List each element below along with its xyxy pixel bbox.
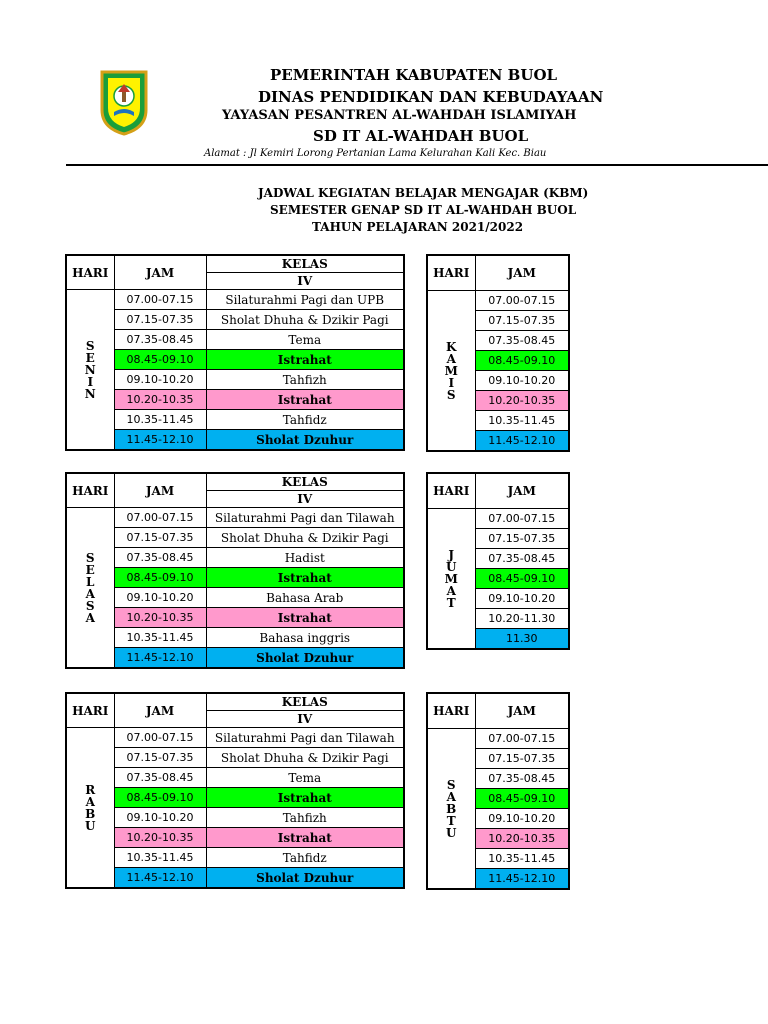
- hari-header: HARI: [66, 473, 114, 508]
- table-row: [66, 350, 404, 370]
- kegiatan-cell: Sholat Dzuhur: [206, 430, 404, 451]
- schedule-table-selasa: [65, 472, 405, 669]
- table-row: [66, 808, 404, 828]
- kelas-header: KELAS: [206, 693, 404, 711]
- jam-cell: 10.20-10.35: [114, 608, 206, 628]
- kelas-value: IV: [206, 491, 404, 508]
- jam-cell: 07.15-07.35: [114, 528, 206, 548]
- header-school-name: SD IT AL-WAHDAH BUOL: [313, 127, 529, 145]
- jam-cell: 08.45-09.10: [475, 569, 569, 589]
- jam-cell: 07.00-07.15: [475, 291, 569, 311]
- jam-cell: 07.00-07.15: [114, 508, 206, 528]
- table-row: [66, 528, 404, 548]
- kegiatan-cell: Tahfizh: [206, 370, 404, 390]
- kegiatan-cell: Silaturahmi Pagi dan Tilawah: [206, 728, 404, 748]
- jam-cell: 07.15-07.35: [114, 748, 206, 768]
- kelas-header: KELAS: [206, 473, 404, 491]
- jam-cell: 09.10-10.20: [475, 589, 569, 609]
- title-line-1: JADWAL KEGIATAN BELAJAR MENGAJAR (KBM): [258, 186, 589, 200]
- kegiatan-cell: Istrahat: [206, 568, 404, 588]
- jam-cell: 10.35-11.45: [475, 849, 569, 869]
- jam-cell: 08.45-09.10: [475, 351, 569, 371]
- kegiatan-cell: Sholat Dhuha & Dzikir Pagi: [206, 748, 404, 768]
- kegiatan-cell: Sholat Dhuha & Dzikir Pagi: [206, 528, 404, 548]
- table-row: [427, 291, 569, 311]
- schedule-table-senin: [65, 254, 405, 451]
- table-row: [66, 330, 404, 350]
- table-row: [66, 728, 404, 748]
- kegiatan-cell: Istrahat: [206, 828, 404, 848]
- jam-header: JAM: [475, 693, 569, 729]
- jam-cell: 07.35-08.45: [475, 549, 569, 569]
- table-row: [66, 508, 404, 528]
- jam-cell: 07.00-07.15: [114, 290, 206, 310]
- jam-cell: 09.10-10.20: [475, 371, 569, 391]
- jam-cell: 07.35-08.45: [114, 768, 206, 788]
- table-row: [66, 390, 404, 410]
- jam-cell: 11.45-12.10: [475, 431, 569, 452]
- kegiatan-cell: Sholat Dzuhur: [206, 868, 404, 889]
- jam-cell: 10.35-11.45: [475, 411, 569, 431]
- jam-cell: 11.45-12.10: [114, 868, 206, 889]
- schedule-table-jumat: [426, 472, 570, 650]
- jam-header: JAM: [114, 473, 206, 508]
- jam-header: JAM: [475, 255, 569, 291]
- jam-cell: 07.15-07.35: [475, 311, 569, 331]
- table-row: [66, 370, 404, 390]
- header-government: PEMERINTAH KABUPATEN BUOL: [270, 66, 558, 84]
- table-row: [66, 628, 404, 648]
- kegiatan-cell: Tahfidz: [206, 848, 404, 868]
- jam-cell: 10.20-10.35: [475, 391, 569, 411]
- jam-cell: 10.20-10.35: [475, 829, 569, 849]
- kegiatan-cell: Tahfidz: [206, 410, 404, 430]
- header-department: DINAS PENDIDIKAN DAN KEBUDAYAAN: [258, 88, 604, 106]
- table-row: [66, 748, 404, 768]
- table-row: [427, 509, 569, 529]
- day-label: S E L A S A: [66, 508, 114, 669]
- hari-header: HARI: [427, 473, 475, 509]
- kegiatan-cell: Silaturahmi Pagi dan Tilawah: [206, 508, 404, 528]
- kegiatan-cell: Tahfizh: [206, 808, 404, 828]
- header-address: Alamat : Jl Kemiri Lorong Pertanian Lama Kelurahan Kali Kec. Biau: [204, 148, 547, 159]
- title-line-2: SEMESTER GENAP SD IT AL-WAHDAH BUOL: [270, 203, 577, 217]
- header-foundation: YAYASAN PESANTREN AL-WAHDAH ISLAMIYAH: [222, 108, 577, 123]
- day-label: R A B U: [66, 728, 114, 889]
- table-row: [66, 768, 404, 788]
- kegiatan-cell: Tema: [206, 330, 404, 350]
- table-row: [66, 410, 404, 430]
- hari-header: HARI: [427, 255, 475, 291]
- table-row: [66, 608, 404, 628]
- table-row: [66, 430, 404, 451]
- jam-cell: 07.15-07.35: [475, 529, 569, 549]
- jam-cell: 10.35-11.45: [114, 628, 206, 648]
- jam-cell: 07.15-07.35: [114, 310, 206, 330]
- jam-cell: 11.45-12.10: [114, 648, 206, 669]
- jam-cell: 07.00-07.15: [114, 728, 206, 748]
- jam-cell: 07.00-07.15: [475, 509, 569, 529]
- jam-cell: 09.10-10.20: [114, 370, 206, 390]
- table-row: [427, 729, 569, 749]
- kegiatan-cell: Istrahat: [206, 788, 404, 808]
- hari-header: HARI: [427, 693, 475, 729]
- jam-cell: 07.35-08.45: [114, 548, 206, 568]
- table-row: [66, 828, 404, 848]
- table-row: [66, 548, 404, 568]
- jam-cell: 07.15-07.35: [475, 749, 569, 769]
- day-label: J U M A T: [427, 509, 475, 650]
- jam-cell: 11.30: [475, 629, 569, 650]
- jam-cell: 08.45-09.10: [475, 789, 569, 809]
- table-row: [66, 588, 404, 608]
- jam-cell: 09.10-10.20: [114, 588, 206, 608]
- schedule-table-rabu: [65, 692, 405, 889]
- kegiatan-cell: Tema: [206, 768, 404, 788]
- jam-cell: 10.20-10.35: [114, 390, 206, 410]
- jam-cell: 07.00-07.15: [475, 729, 569, 749]
- header-divider: [66, 164, 768, 166]
- table-row: [66, 648, 404, 669]
- jam-cell: 11.45-12.10: [114, 430, 206, 451]
- jam-cell: 10.35-11.45: [114, 848, 206, 868]
- jam-cell: 07.35-08.45: [475, 769, 569, 789]
- day-label: S E N I N: [66, 290, 114, 451]
- day-label: K A M I S: [427, 291, 475, 452]
- kelas-header: KELAS: [206, 255, 404, 273]
- kegiatan-cell: Istrahat: [206, 608, 404, 628]
- kegiatan-cell: Istrahat: [206, 390, 404, 410]
- hari-header: HARI: [66, 255, 114, 290]
- jam-header: JAM: [114, 693, 206, 728]
- kegiatan-cell: Sholat Dzuhur: [206, 648, 404, 669]
- table-row: [66, 290, 404, 310]
- jam-cell: 10.35-11.45: [114, 410, 206, 430]
- schedule-table-sabtu: [426, 692, 570, 890]
- jam-cell: 07.35-08.45: [475, 331, 569, 351]
- jam-cell: 10.20-11.30: [475, 609, 569, 629]
- jam-cell: 08.45-09.10: [114, 350, 206, 370]
- jam-header: JAM: [475, 473, 569, 509]
- table-row: [66, 310, 404, 330]
- kegiatan-cell: Silaturahmi Pagi dan UPB: [206, 290, 404, 310]
- jam-cell: 07.35-08.45: [114, 330, 206, 350]
- kegiatan-cell: Bahasa inggris: [206, 628, 404, 648]
- day-label: S A B T U: [427, 729, 475, 890]
- kegiatan-cell: Sholat Dhuha & Dzikir Pagi: [206, 310, 404, 330]
- table-row: [66, 568, 404, 588]
- table-row: [66, 848, 404, 868]
- jam-cell: 08.45-09.10: [114, 788, 206, 808]
- kelas-value: IV: [206, 273, 404, 290]
- jam-header: JAM: [114, 255, 206, 290]
- buol-regency-emblem-icon: [98, 66, 150, 136]
- kegiatan-cell: Istrahat: [206, 350, 404, 370]
- title-line-3: TAHUN PELAJARAN 2021/2022: [312, 220, 524, 234]
- kelas-value: IV: [206, 711, 404, 728]
- kegiatan-cell: Bahasa Arab: [206, 588, 404, 608]
- schedule-table-kamis: [426, 254, 570, 452]
- jam-cell: 10.20-10.35: [114, 828, 206, 848]
- hari-header: HARI: [66, 693, 114, 728]
- jam-cell: 09.10-10.20: [475, 809, 569, 829]
- kegiatan-cell: Hadist: [206, 548, 404, 568]
- table-row: [66, 788, 404, 808]
- table-row: [66, 868, 404, 889]
- jam-cell: 09.10-10.20: [114, 808, 206, 828]
- jam-cell: 11.45-12.10: [475, 869, 569, 890]
- jam-cell: 08.45-09.10: [114, 568, 206, 588]
